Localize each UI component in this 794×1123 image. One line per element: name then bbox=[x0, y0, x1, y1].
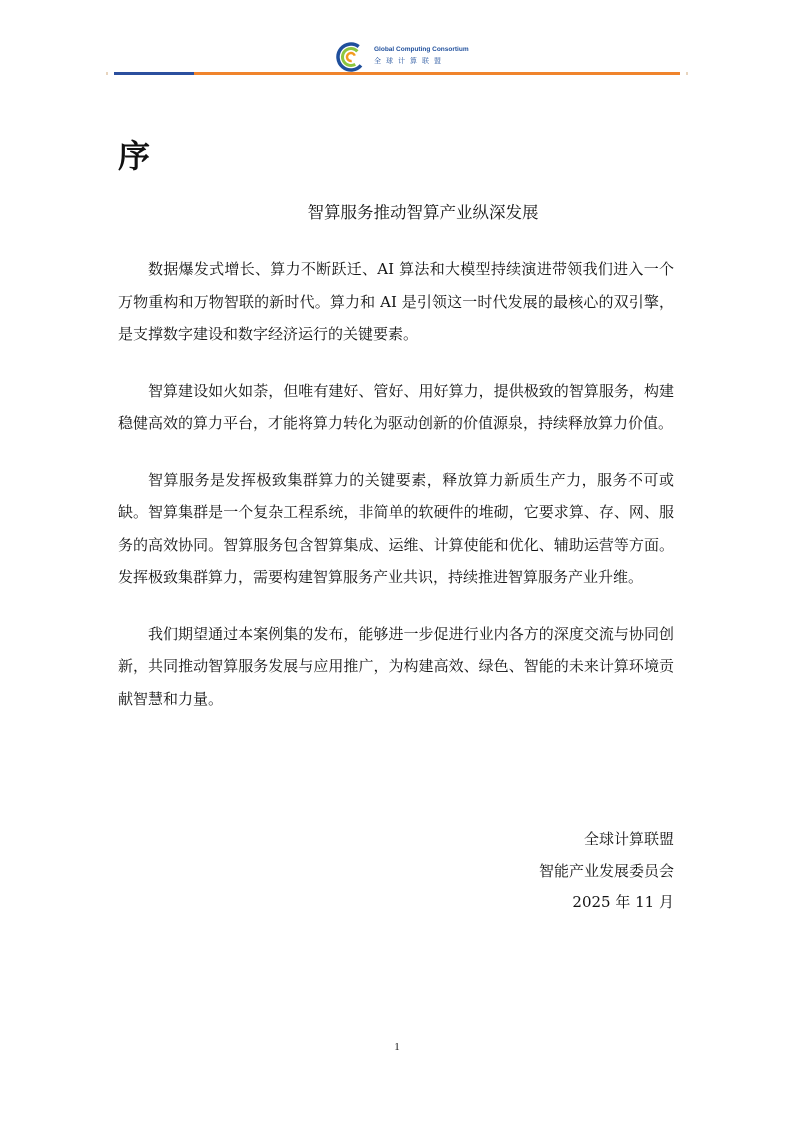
preface-body bbox=[118, 253, 674, 739]
signature-committee: 智能产业发展委员会 bbox=[538, 861, 674, 880]
body-paragraph: 智算建设如火如荼，但唯有建好、管好、用好算力，提供极致的智算服务，构建稳健高效的算力平台，才能将算力转化为驱动创新的价值源泉，持续释放算力价值。 bbox=[118, 381, 674, 432]
consortium-logo bbox=[336, 42, 476, 72]
page-title: 序 bbox=[118, 137, 151, 175]
header-rule-dot bbox=[686, 72, 688, 75]
body-paragraph: 智算服务是发挥极致集群算力的关键要素，释放算力新质生产力，服务不可或缺。智算集群是一个复杂工程系统，非简单的软硬件的堆砌，它要求算、存、网、服务的高效协同。智算服务包含智算集成、运维、计算使能和优化、辅助运营等方面。发挥极致集群算力，需要构建智算服务产业共识，持续推进智算服务产业升维。 bbox=[118, 470, 674, 586]
page-number: 1 bbox=[394, 1041, 400, 1053]
body-paragraph: 我们期望通过本案例集的发布，能够进一步促进行业内各方的深度交流与协同创新，共同推动智算服务发展与应用推广，为构建高效、绿色、智能的未来计算环境贡献智慧和力量。 bbox=[118, 624, 674, 708]
body-paragraph: 数据爆发式增长、算力不断跃迁、AI 算法和大模型持续演进带领我们进入一个万物重构和万物智联的新时代。算力和 AI 是引领这一时代发展的最核心的双引擎，是支撑数字建设和数字经济运行的关键要素。 bbox=[118, 260, 674, 343]
logo-chinese-name: 全球计算联盟 bbox=[374, 57, 446, 65]
signature-block bbox=[539, 824, 674, 919]
header-rule-dot bbox=[106, 72, 108, 75]
signature-date: 2025 年 11 月 bbox=[572, 893, 674, 911]
header-rule-blue-segment bbox=[114, 72, 194, 75]
logo-english-name: Global Computing Consortium bbox=[374, 46, 469, 53]
signature-org: 全球计算联盟 bbox=[583, 830, 674, 848]
header-rule bbox=[114, 72, 680, 75]
preface-subtitle: 智算服务推动智算产业纵深发展 bbox=[307, 203, 539, 222]
header-rule-orange-segment bbox=[194, 72, 680, 75]
page-header bbox=[0, 0, 794, 80]
consortium-logo-icon bbox=[336, 42, 366, 72]
